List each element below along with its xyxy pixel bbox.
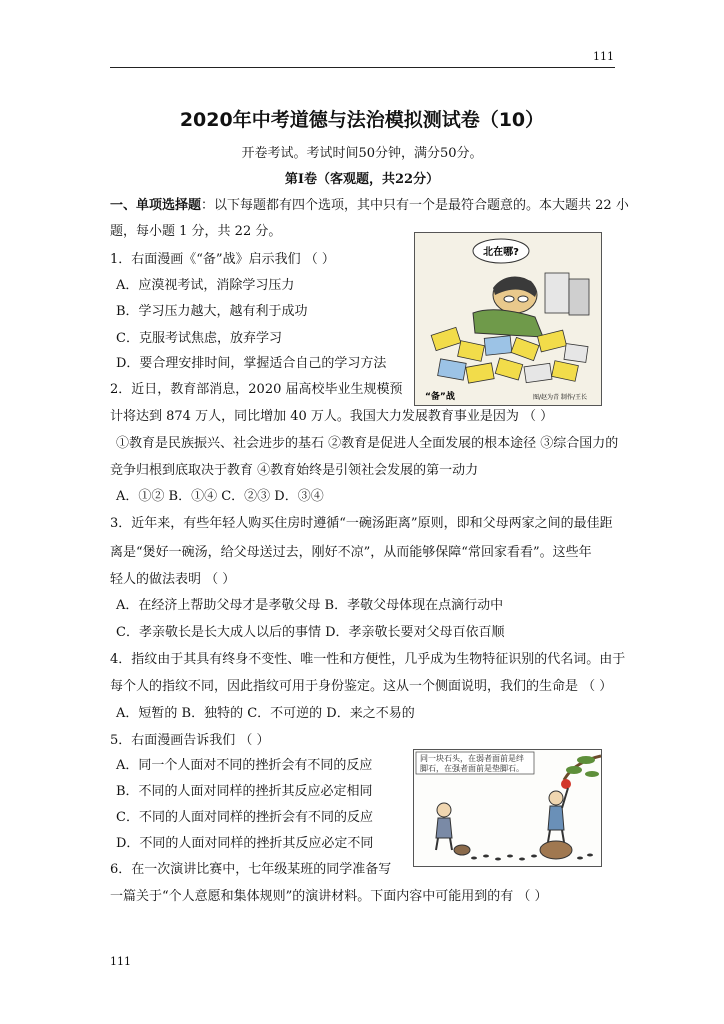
q3-stem-line2: 离是“煲好一碗汤，给父母送过去，刚好不凉”，从而能够保障“常回家看看”。这些年 <box>110 545 592 560</box>
cartoon-stone-frustration <box>413 749 602 867</box>
page-title: 2020年中考道德与法治模拟测试卷（10） <box>179 109 545 131</box>
q4-answers: A．短暂的 B．独特的 C．不可逆的 D．来之不易的 <box>116 706 415 721</box>
cartoon1-credit: 图/赵为青 制作/王长 <box>533 394 587 401</box>
q2-options-line2: 竞争归根到底取决于教育 ④教育始终是引领社会发展的第一动力 <box>110 463 479 478</box>
q1-stem: 1．右面漫画《“备”战》启示我们 （ ） <box>110 252 335 267</box>
q1-option-c: C．克服考试焦虑，放弃学习 <box>116 331 282 346</box>
q2-stem-line2: 计将达到 874 万人，同比增加 40 万人。我国大力发展教育事业是因为 （ ） <box>110 409 554 424</box>
q6-stem-line2: 一篇关于“个人意愿和集体规则”的演讲材料。下面内容中可能用到的有 （ ） <box>110 889 548 904</box>
q4-stem-line1: 4．指纹由于其具有终身不变性、唯一性和方便性，几乎成为生物特征识别的代名词。由于 <box>110 652 626 667</box>
q5-stem: 5．右面漫画告诉我们 （ ） <box>110 733 270 748</box>
exam-instructions: 开卷考试。考试时间50分钟，满分50分。 <box>241 146 483 161</box>
q4-stem-line2: 每个人的指纹不同，因此指纹可用于身份鉴定。这从一个侧面说明，我们的生命是 （ ） <box>110 679 613 694</box>
cartoon-exam-preparation <box>414 232 602 406</box>
header-rule <box>110 67 615 68</box>
cartoon1-caption: “备”战 <box>425 392 455 402</box>
cartoon1-bubble-text: 北在哪? <box>483 247 519 258</box>
part1-intro-line2: 题，每小题 1 分，共 22 分。 <box>110 224 282 239</box>
q1-option-b: B．学习压力越大，越有利于成功 <box>116 304 308 319</box>
part1-intro-line1 <box>110 198 629 214</box>
q3-options-line1: A．在经济上帮助父母才是孝敬父母 B．孝敬父母体现在点滴行动中 <box>116 598 504 613</box>
q2-options-line1: ①教育是民族振兴、社会进步的基石 ②教育是促进人全面发展的根本途径 ③综合国力的 <box>116 436 619 451</box>
cartoon-stone-illustration <box>414 750 601 866</box>
part1-heading: 一、单项选择题 <box>110 198 202 213</box>
q5-option-c: C．不同的人面对同样的挫折会有不同的反应 <box>116 810 373 825</box>
q1-option-d: D．要合理安排时间，掌握适合自己的学习方法 <box>116 356 387 371</box>
cartoon-exam-illustration <box>415 233 601 405</box>
q2-answers: A．①② B．①④ C．②③ D．③④ <box>116 489 324 504</box>
q2-stem-line1: 2．近日，教育部消息，2020 届高校毕业生规模预 <box>110 382 403 397</box>
q5-option-a: A．同一个人面对不同的挫折会有不同的反应 <box>116 758 373 773</box>
section-title: 第Ⅰ卷（客观题，共22分） <box>284 172 440 187</box>
q6-stem-line1: 6．在一次演讲比赛中，七年级某班的同学准备写 <box>110 862 392 877</box>
footer-page-number: 111 <box>110 955 131 968</box>
q1-option-a: A．应漠视考试，消除学习压力 <box>116 278 295 293</box>
q5-option-d: D．不同的人面对同样的挫折其反应必定不同 <box>116 836 374 851</box>
cartoon2-caption-line1: 同一块石头，在弱者面前是绊 <box>420 754 524 763</box>
q3-stem-line1: 3．近年来，有些年轻人购买住房时遵循“一碗汤距离”原则，即和父母两家之间的最佳距 <box>110 516 613 531</box>
q3-stem-line3: 轻人的做法表明 （ ） <box>110 572 236 587</box>
q3-options-line2: C．孝亲敬长是长大成人以后的事情 D．孝亲敬长要对父母百依百顺 <box>116 625 505 640</box>
q5-option-b: B．不同的人面对同样的挫折其反应必定相同 <box>116 784 373 799</box>
cartoon2-caption-line2: 脚石，在强者面前是垫脚石。 <box>420 764 524 773</box>
header-page-number: 111 <box>593 50 614 63</box>
part1-intro-text: ：以下每题都有四个选项，其中只有一个是最符合题意的。本大题共 22 小 <box>201 198 629 213</box>
